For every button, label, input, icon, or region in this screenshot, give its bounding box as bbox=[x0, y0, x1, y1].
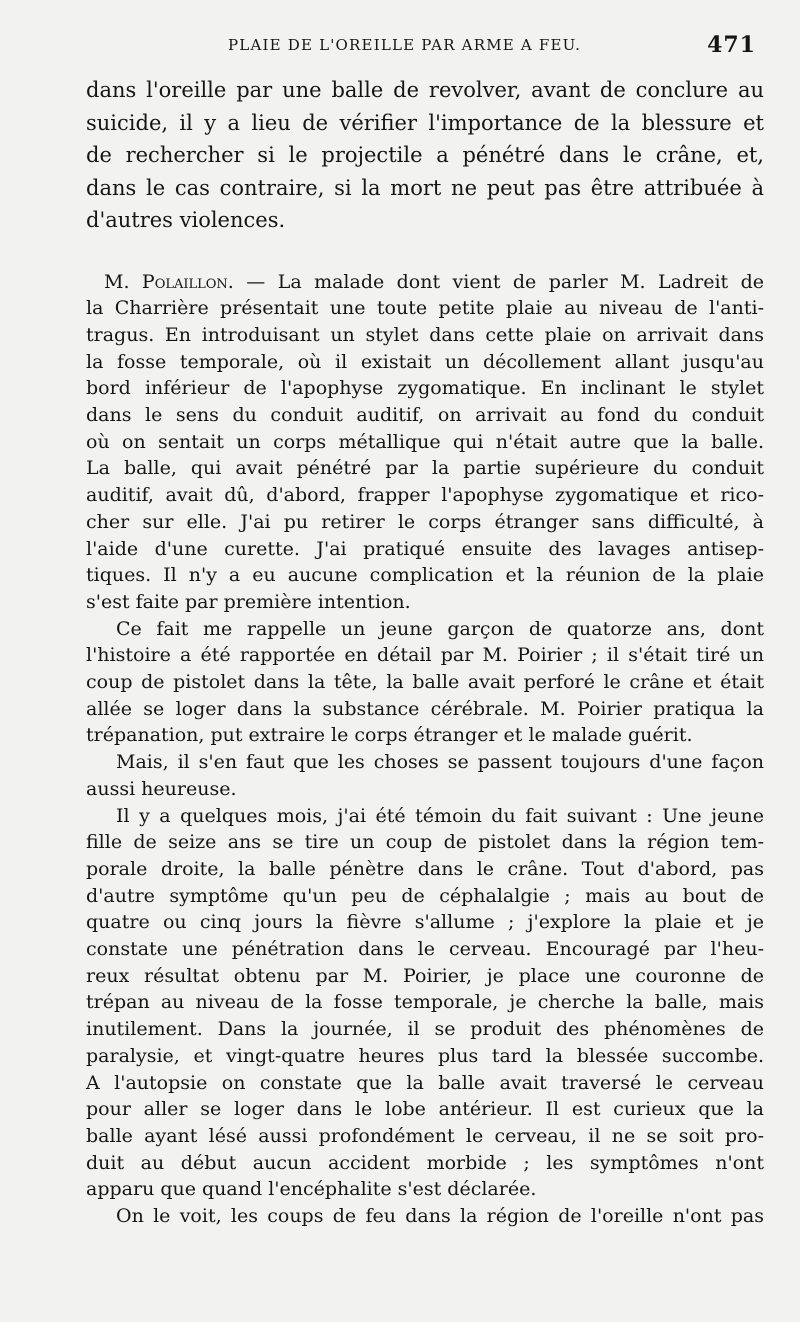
text-line: dans l'oreille par une balle de revolver, avant de conclure au bbox=[86, 78, 764, 102]
text-line: de rechercher si le projectile a pénétré dans le crâne, et, bbox=[86, 143, 764, 167]
text-line: constate une pénétration dans le cerveau. Encouragé par l'heu- bbox=[86, 938, 764, 961]
text-line: trépan au niveau de la fosse temporale, je cherche la balle, mais bbox=[86, 991, 764, 1014]
text-line: apparu que quand l'encéphalite s'est déclarée. bbox=[86, 1178, 537, 1201]
text-line: quatre ou cinq jours la fièvre s'allume ; j'explore la plaie et je bbox=[86, 911, 764, 934]
text-line: balle ayant lésé aussi profondément le cerveau, il ne se soit pro- bbox=[86, 1125, 764, 1147]
text-line: suicide, il y a lieu de vérifier l'importance de la blessure et bbox=[86, 110, 764, 135]
text-line: tragus. En introduisant un stylet dans cette plaie on arrivait dans bbox=[86, 323, 764, 346]
text-line: où on sentait un corps métallique qui n'était autre que la balle. bbox=[86, 430, 764, 453]
speaker-line-text: — La malade dont vient de parler M. Ladreit de bbox=[233, 270, 764, 293]
text-line: inutilement. Dans la journée, il se produit des phénomènes de bbox=[86, 1018, 764, 1041]
speaker-line bbox=[86, 269, 764, 296]
text-line: reux résultat obtenu par M. Poirier, je place une couronne de bbox=[86, 964, 764, 987]
text-line: pour aller se loger dans le lobe antérieur. Il est curieux que la bbox=[86, 1098, 764, 1121]
text-line: d'autres violences. bbox=[86, 208, 286, 232]
text-line: auditif, avait dû, d'abord, frapper l'apophyse zygomatique et rico- bbox=[86, 484, 764, 507]
text-line: coup de pistolet dans la tête, la balle avait perforé le crâne et était bbox=[86, 671, 764, 694]
text-line: A l'autopsie on constate que la balle avait traversé le cerveau bbox=[86, 1071, 764, 1094]
text-line: tiques. Il n'y a eu aucune complication et la réunion de la plaie bbox=[86, 564, 764, 587]
text-line: allée se loger dans la substance cérébrale. M. Poirier pratiqua la bbox=[86, 697, 764, 720]
text-line: l'histoire a été rapportée en détail par M. Poirier ; il s'était tiré un bbox=[86, 644, 764, 667]
discussion-section bbox=[86, 269, 764, 1230]
text-line: s'est faite par première intention. bbox=[86, 590, 411, 613]
text-line: l'aide d'une curette. J'ai pratiqué ensuite des lavages antisep- bbox=[86, 537, 764, 560]
text-line: On le voit, les coups de feu dans la région de l'oreille n'ont pas bbox=[116, 1205, 764, 1228]
running-title: PLAIE DE L'OREILLE PAR ARME A FEU. bbox=[228, 36, 582, 54]
text-line: Mais, il s'en faut que les choses se passent toujours d'une façon bbox=[116, 751, 764, 774]
text-line: La balle, qui avait pénétré par la partie supérieure du conduit bbox=[86, 457, 764, 480]
text-line: aussi heureuse. bbox=[86, 777, 237, 800]
running-head bbox=[88, 34, 762, 64]
text-line: d'autre symptôme qu'un peu de céphalalgie ; mais au bout de bbox=[86, 884, 764, 907]
text-line: Il y a quelques mois, j'ai été témoin du fait suivant : Une jeune bbox=[116, 804, 764, 827]
text-line: la Charrière présentait une toute petite plaie au niveau de l'anti- bbox=[86, 297, 764, 320]
text-line: cher sur elle. J'ai pu retirer le corps étranger sans difficulté, à bbox=[86, 510, 764, 533]
text-block bbox=[86, 74, 764, 1230]
text-line: dans le sens du conduit auditif, on arrivait au fond du conduit bbox=[86, 404, 764, 427]
lead-paragraph bbox=[86, 74, 764, 237]
text-line: trépanation, put extraire le corps étranger et le malade guérit. bbox=[86, 724, 693, 747]
page-number: 471 bbox=[707, 32, 756, 58]
text-line: duit au début aucun accident morbide ; les symptômes n'ont bbox=[86, 1151, 764, 1174]
text-line: porale droite, la balle pénètre dans le crâne. Tout d'abord, pas bbox=[86, 857, 764, 880]
speaker-name: M. Polaillon. bbox=[104, 270, 234, 293]
text-line: bord inférieur de l'apophyse zygomatique. En inclinant le stylet bbox=[86, 377, 764, 400]
text-line: paralysie, et vingt-quatre heures plus tard la blessée succombe. bbox=[86, 1044, 764, 1067]
text-line: fille de seize ans se tire un coup de pistolet dans la région tem- bbox=[86, 831, 764, 854]
text-line: dans le cas contraire, si la mort ne peut pas être attribuée à bbox=[86, 175, 764, 200]
text-line: la fosse temporale, où il existait un décollement allant jusqu'au bbox=[86, 350, 764, 373]
text-line: Ce fait me rappelle un jeune garçon de quatorze ans, dont bbox=[116, 617, 764, 640]
